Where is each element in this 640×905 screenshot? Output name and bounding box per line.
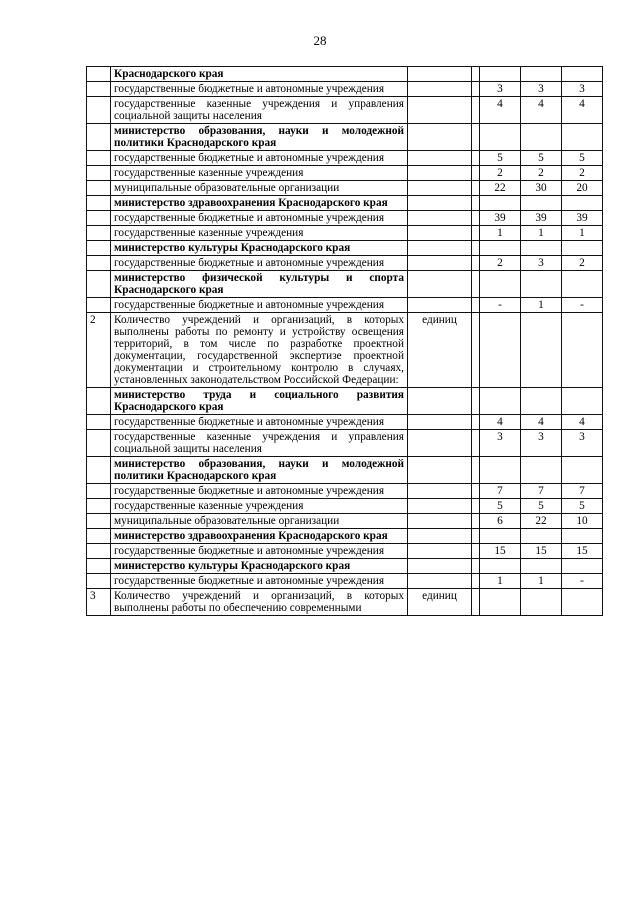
unit-cell xyxy=(408,457,472,484)
value-cell-2: 1 xyxy=(521,226,562,241)
value-cell-2 xyxy=(521,271,562,298)
table-row xyxy=(87,544,603,559)
description-cell: государственные бюджетные и автономные учреждения xyxy=(111,82,408,97)
row-number-cell xyxy=(87,457,111,484)
row-number-cell xyxy=(87,499,111,514)
spacer-cell xyxy=(472,514,480,529)
spacer-cell xyxy=(472,544,480,559)
table-row xyxy=(87,589,603,616)
row-number-cell xyxy=(87,559,111,574)
value-cell-2: 2 xyxy=(521,166,562,181)
spacer-cell xyxy=(472,124,480,151)
unit-cell xyxy=(408,529,472,544)
value-cell-1: 22 xyxy=(480,181,521,196)
description-cell: государственные казенные учреждения и управления социальной защиты населения xyxy=(111,430,408,457)
value-cell-1: 15 xyxy=(480,544,521,559)
value-cell-3: 10 xyxy=(562,514,603,529)
unit-cell xyxy=(408,430,472,457)
row-number-cell xyxy=(87,529,111,544)
value-cell-1 xyxy=(480,559,521,574)
row-number-cell xyxy=(87,211,111,226)
value-cell-1 xyxy=(480,457,521,484)
description-cell: государственные бюджетные и автономные учреждения xyxy=(111,211,408,226)
page-number: 28 xyxy=(313,33,327,48)
value-cell-2 xyxy=(521,529,562,544)
unit-cell xyxy=(408,166,472,181)
description-cell: государственные казенные учреждения xyxy=(111,226,408,241)
table-row xyxy=(87,211,603,226)
table-row xyxy=(87,484,603,499)
spacer-cell xyxy=(472,484,480,499)
ministry-heading-cell: министерство труда и социального развития Краснодарского края xyxy=(111,388,408,415)
row-number-cell xyxy=(87,97,111,124)
table-row xyxy=(87,151,603,166)
description-cell: государственные казенные учреждения xyxy=(111,499,408,514)
value-cell-3 xyxy=(562,388,603,415)
table-row xyxy=(87,313,603,388)
value-cell-3: - xyxy=(562,298,603,313)
unit-cell xyxy=(408,298,472,313)
value-cell-1 xyxy=(480,241,521,256)
unit-cell xyxy=(408,241,472,256)
row-number-cell xyxy=(87,151,111,166)
description-cell: государственные бюджетные и автономные учреждения xyxy=(111,484,408,499)
value-cell-1: 3 xyxy=(480,82,521,97)
description-cell: государственные бюджетные и автономные учреждения xyxy=(111,256,408,271)
unit-cell xyxy=(408,211,472,226)
value-cell-2: 4 xyxy=(521,97,562,124)
value-cell-3 xyxy=(562,529,603,544)
table-row xyxy=(87,499,603,514)
spacer-cell xyxy=(472,415,480,430)
value-cell-2: 3 xyxy=(521,82,562,97)
table-body xyxy=(87,67,603,616)
value-cell-2: 5 xyxy=(521,151,562,166)
row-number-cell xyxy=(87,124,111,151)
value-cell-2: 7 xyxy=(521,484,562,499)
value-cell-1 xyxy=(480,388,521,415)
unit-cell xyxy=(408,67,472,82)
value-cell-1 xyxy=(480,196,521,211)
row-number-cell xyxy=(87,241,111,256)
spacer-cell xyxy=(472,256,480,271)
value-cell-3: 15 xyxy=(562,544,603,559)
value-cell-2: 3 xyxy=(521,256,562,271)
unit-cell: единиц xyxy=(408,589,472,616)
row-number-cell xyxy=(87,574,111,589)
value-cell-2 xyxy=(521,196,562,211)
spacer-cell xyxy=(472,271,480,298)
unit-cell xyxy=(408,559,472,574)
value-cell-2: 3 xyxy=(521,430,562,457)
row-number-cell: 2 xyxy=(87,313,111,388)
row-number-cell xyxy=(87,256,111,271)
value-cell-2: 30 xyxy=(521,181,562,196)
table-row xyxy=(87,574,603,589)
value-cell-2 xyxy=(521,67,562,82)
description-cell: государственные бюджетные и автономные учреждения xyxy=(111,415,408,430)
value-cell-3: 2 xyxy=(562,256,603,271)
value-cell-2: 1 xyxy=(521,574,562,589)
description-cell: муниципальные образовательные организации xyxy=(111,514,408,529)
unit-cell xyxy=(408,151,472,166)
ministry-heading-cell: министерство образования, науки и молодежной политики Краснодарского края xyxy=(111,124,408,151)
spacer-cell xyxy=(472,166,480,181)
ministry-heading-cell: министерство здравоохранения Краснодарского края xyxy=(111,529,408,544)
spacer-cell xyxy=(472,97,480,124)
spacer-cell xyxy=(472,529,480,544)
row-number-cell xyxy=(87,484,111,499)
value-cell-1: 1 xyxy=(480,226,521,241)
value-cell-1: 3 xyxy=(480,430,521,457)
row-number-cell xyxy=(87,544,111,559)
value-cell-3: 2 xyxy=(562,166,603,181)
table-row xyxy=(87,241,603,256)
value-cell-2 xyxy=(521,124,562,151)
value-cell-3: 3 xyxy=(562,82,603,97)
spacer-cell xyxy=(472,499,480,514)
table-row xyxy=(87,415,603,430)
value-cell-1 xyxy=(480,124,521,151)
unit-cell xyxy=(408,499,472,514)
unit-cell xyxy=(408,484,472,499)
value-cell-2 xyxy=(521,559,562,574)
description-cell: государственные казенные учреждения xyxy=(111,166,408,181)
table-row xyxy=(87,67,603,82)
value-cell-3: 39 xyxy=(562,211,603,226)
table-row xyxy=(87,298,603,313)
description-cell: Количество учреждений и организаций, в которых выполнены работы по ремонту и устройству освещения территорий, в том числе по разработке проектной документации, государственной экспертизе проектной документации и строительному контролю в случаях, установленных законодательством Российской Федерации: xyxy=(111,313,408,388)
ministry-heading-cell: министерство культуры Краснодарского края xyxy=(111,559,408,574)
value-cell-3: - xyxy=(562,574,603,589)
value-cell-2: 15 xyxy=(521,544,562,559)
table-row xyxy=(87,196,603,211)
unit-cell xyxy=(408,271,472,298)
row-number-cell xyxy=(87,82,111,97)
description-cell: государственные бюджетные и автономные учреждения xyxy=(111,298,408,313)
value-cell-1 xyxy=(480,589,521,616)
table-row xyxy=(87,256,603,271)
value-cell-1: 1 xyxy=(480,574,521,589)
table-row xyxy=(87,388,603,415)
spacer-cell xyxy=(472,151,480,166)
spacer-cell xyxy=(472,196,480,211)
value-cell-3: 3 xyxy=(562,430,603,457)
spacer-cell xyxy=(472,67,480,82)
description-cell: государственные бюджетные и автономные учреждения xyxy=(111,544,408,559)
table-row xyxy=(87,181,603,196)
unit-cell xyxy=(408,226,472,241)
spacer-cell xyxy=(472,226,480,241)
unit-cell xyxy=(408,196,472,211)
table-row xyxy=(87,559,603,574)
unit-cell xyxy=(408,97,472,124)
spacer-cell xyxy=(472,430,480,457)
value-cell-3: 20 xyxy=(562,181,603,196)
description-cell: государственные бюджетные и автономные учреждения xyxy=(111,151,408,166)
ministry-heading-cell: министерство образования, науки и молодежной политики Краснодарского края xyxy=(111,457,408,484)
spacer-cell xyxy=(472,181,480,196)
value-cell-1: 6 xyxy=(480,514,521,529)
value-cell-1: 4 xyxy=(480,415,521,430)
unit-cell xyxy=(408,388,472,415)
value-cell-1 xyxy=(480,529,521,544)
row-number-cell xyxy=(87,415,111,430)
value-cell-1 xyxy=(480,313,521,388)
table-row xyxy=(87,430,603,457)
unit-cell xyxy=(408,256,472,271)
table-row xyxy=(87,529,603,544)
unit-cell: единиц xyxy=(408,313,472,388)
row-number-cell xyxy=(87,196,111,211)
description-cell: государственные казенные учреждения и управления социальной защиты населения xyxy=(111,97,408,124)
table-row xyxy=(87,226,603,241)
spacer-cell xyxy=(472,298,480,313)
value-cell-1: 4 xyxy=(480,97,521,124)
value-cell-2 xyxy=(521,457,562,484)
value-cell-2: 1 xyxy=(521,298,562,313)
value-cell-3: 4 xyxy=(562,415,603,430)
spacer-cell xyxy=(472,388,480,415)
spacer-cell xyxy=(472,241,480,256)
unit-cell xyxy=(408,124,472,151)
unit-cell xyxy=(408,82,472,97)
value-cell-2 xyxy=(521,388,562,415)
value-cell-3 xyxy=(562,241,603,256)
table-row xyxy=(87,124,603,151)
value-cell-1: 7 xyxy=(480,484,521,499)
value-cell-1 xyxy=(480,271,521,298)
value-cell-3 xyxy=(562,559,603,574)
value-cell-3 xyxy=(562,589,603,616)
value-cell-2: 4 xyxy=(521,415,562,430)
table-row xyxy=(87,271,603,298)
value-cell-2 xyxy=(521,313,562,388)
value-cell-2: 22 xyxy=(521,514,562,529)
ministry-heading-cell: министерство здравоохранения Краснодарского края xyxy=(111,196,408,211)
value-cell-1: - xyxy=(480,298,521,313)
table-row xyxy=(87,97,603,124)
spacer-cell xyxy=(472,559,480,574)
value-cell-3: 4 xyxy=(562,97,603,124)
row-number-cell xyxy=(87,298,111,313)
value-cell-2: 39 xyxy=(521,211,562,226)
spacer-cell xyxy=(472,82,480,97)
spacer-cell xyxy=(472,574,480,589)
unit-cell xyxy=(408,514,472,529)
value-cell-3 xyxy=(562,67,603,82)
unit-cell xyxy=(408,181,472,196)
value-cell-3 xyxy=(562,124,603,151)
row-number-cell xyxy=(87,514,111,529)
table-row xyxy=(87,457,603,484)
value-cell-2 xyxy=(521,589,562,616)
value-cell-1 xyxy=(480,67,521,82)
ministry-heading-cell: министерство культуры Краснодарского края xyxy=(111,241,408,256)
row-number-cell xyxy=(87,67,111,82)
value-cell-1: 5 xyxy=(480,499,521,514)
value-cell-1: 5 xyxy=(480,151,521,166)
value-cell-1: 2 xyxy=(480,166,521,181)
value-cell-3 xyxy=(562,196,603,211)
row-number-cell xyxy=(87,181,111,196)
value-cell-3 xyxy=(562,271,603,298)
ministry-heading-cell: Краснодарского края xyxy=(111,67,408,82)
unit-cell xyxy=(408,544,472,559)
table-row xyxy=(87,82,603,97)
row-number-cell xyxy=(87,271,111,298)
value-cell-3: 5 xyxy=(562,499,603,514)
row-number-cell xyxy=(87,430,111,457)
description-cell: муниципальные образовательные организации xyxy=(111,181,408,196)
value-cell-3: 7 xyxy=(562,484,603,499)
description-cell: Количество учреждений и организаций, в которых выполнены работы по обеспечению современными xyxy=(111,589,408,616)
row-number-cell: 3 xyxy=(87,589,111,616)
table-row xyxy=(87,166,603,181)
value-cell-1: 2 xyxy=(480,256,521,271)
row-number-cell xyxy=(87,388,111,415)
ministry-heading-cell: министерство физической культуры и спорта Краснодарского края xyxy=(111,271,408,298)
unit-cell xyxy=(408,415,472,430)
value-cell-3: 5 xyxy=(562,151,603,166)
unit-cell xyxy=(408,574,472,589)
indicators-table xyxy=(86,66,603,616)
value-cell-3: 1 xyxy=(562,226,603,241)
value-cell-2 xyxy=(521,241,562,256)
description-cell: государственные бюджетные и автономные учреждения xyxy=(111,574,408,589)
spacer-cell xyxy=(472,313,480,388)
value-cell-1: 39 xyxy=(480,211,521,226)
row-number-cell xyxy=(87,166,111,181)
spacer-cell xyxy=(472,457,480,484)
spacer-cell xyxy=(472,589,480,616)
value-cell-3 xyxy=(562,457,603,484)
value-cell-2: 5 xyxy=(521,499,562,514)
row-number-cell xyxy=(87,226,111,241)
spacer-cell xyxy=(472,211,480,226)
table-row xyxy=(87,514,603,529)
value-cell-3 xyxy=(562,313,603,388)
